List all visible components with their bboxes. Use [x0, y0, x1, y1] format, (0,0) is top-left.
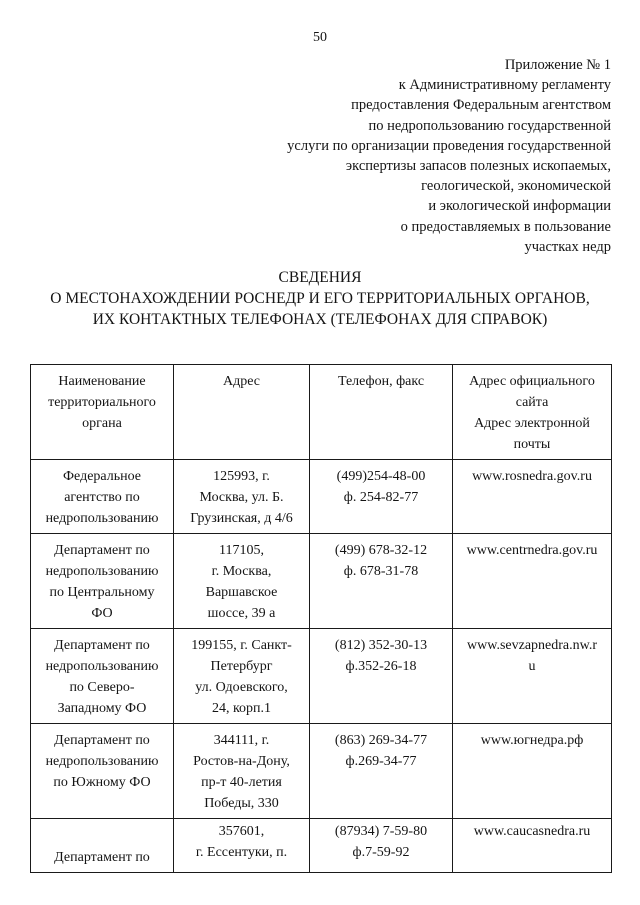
cell-name: Департамент по недропользованию по Южному ФО	[31, 724, 174, 819]
cell-name: Департамент по недропользованию по Центральному ФО	[31, 534, 174, 629]
title-line-3: ИХ КОНТАКТНЫХ ТЕЛЕФОНАХ (ТЕЛЕФОНАХ ДЛЯ СПРАВОК)	[92, 311, 548, 328]
table-row	[31, 629, 612, 724]
table-row	[31, 819, 612, 873]
cell-website: www.centrnedra.gov.ru	[453, 534, 612, 629]
cell-website: www.sevzapnedra.nw.r u	[453, 629, 612, 724]
cell-phone: (87934) 7-59-80 ф.7-59-92	[310, 819, 453, 873]
cell-website: www.rosnedra.gov.ru	[453, 460, 612, 534]
header-phone: Телефон, факс	[310, 365, 453, 460]
cell-phone: (863) 269-34-77 ф.269-34-77	[310, 724, 453, 819]
cell-name: Департамент по недропользованию по Северо- Западному ФО	[31, 629, 174, 724]
appendix-line: участках недр	[524, 238, 611, 255]
header-website: Адрес официального сайта Адрес электронной почты	[453, 365, 612, 460]
appendix-line: по недропользованию государственной	[368, 117, 611, 134]
table-row	[31, 460, 612, 534]
title-line-1: СВЕДЕНИЯ	[278, 269, 362, 286]
appendix-note	[287, 55, 611, 257]
cell-name: Федеральное агентство по недропользованию	[31, 460, 174, 534]
cell-website: www.югнедра.рф	[453, 724, 612, 819]
cell-address: 199155, г. Санкт- Петербург ул. Одоевского, 24, корп.1	[174, 629, 310, 724]
cell-name: Департамент по	[31, 819, 174, 873]
appendix-line: экспертизы запасов полезных ископаемых,	[345, 158, 611, 175]
table-header-row	[31, 365, 612, 460]
cell-address: 125993, г. Москва, ул. Б. Грузинская, д 4/6	[174, 460, 310, 534]
appendix-line: услуги по организации проведения государственной	[287, 137, 611, 154]
cell-phone: (812) 352-30-13 ф.352-26-18	[310, 629, 453, 724]
cell-address: 357601, г. Ессентуки, п.	[174, 819, 310, 873]
cell-website: www.caucasnedra.ru	[453, 819, 612, 873]
appendix-line: Приложение № 1	[504, 57, 611, 73]
cell-phone: (499)254-48-00 ф. 254-82-77	[310, 460, 453, 534]
title-line-2: О МЕСТОНАХОЖДЕНИИ РОСНЕДР И ЕГО ТЕРРИТОРИАЛЬНЫХ ОРГАНОВ,	[50, 290, 590, 307]
header-name: Наименование территориального органа	[31, 365, 174, 460]
cell-phone: (499) 678-32-12 ф. 678-31-78	[310, 534, 453, 629]
header-address: Адрес	[174, 365, 310, 460]
appendix-line: геологической, экономической	[421, 178, 611, 195]
page-number: 50	[313, 30, 327, 45]
table-row	[31, 724, 612, 819]
appendix-line: к Административному регламенту	[398, 77, 611, 94]
cell-address: 344111, г. Ростов-на-Дону, пр-т 40-летия Победы, 330	[174, 724, 310, 819]
appendix-line: предоставления Федеральным агентством	[351, 97, 611, 114]
cell-address: 117105, г. Москва, Варшавское шоссе, 39 а	[174, 534, 310, 629]
document-title	[0, 267, 640, 330]
territorial-bodies-table	[30, 364, 612, 873]
appendix-line: и экологической информации	[428, 198, 611, 215]
appendix-line: о предоставляемых в пользование	[400, 218, 611, 235]
table-row	[31, 534, 612, 629]
